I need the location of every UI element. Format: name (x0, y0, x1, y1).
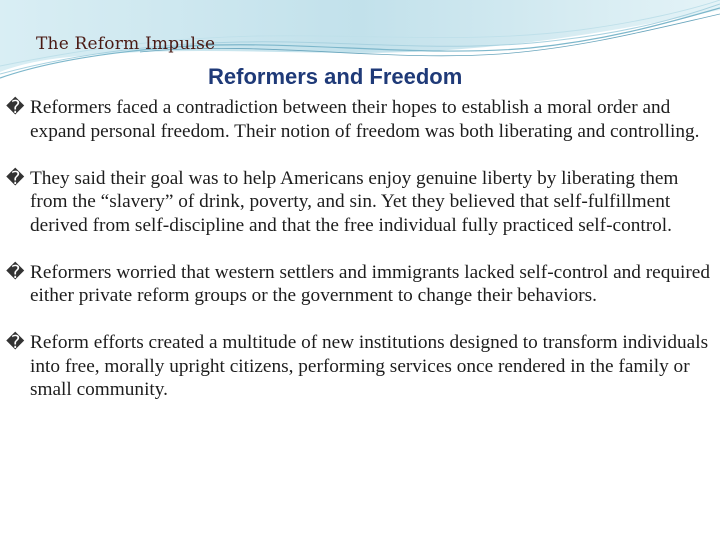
bullet-text: Reform efforts created a multitude of new institutions designed to transform individuals into free, morally upright citizens, performing services once rendered in the family or small community. (30, 332, 709, 400)
bullet-marker-icon: � (6, 97, 25, 118)
bullet-text: Reformers worried that western settlers and immigrants lacked self-control and required either private reform groups or the government to change their behaviors. (30, 261, 710, 306)
bullet-text: Reformers faced a contradiction between their hopes to establish a moral order and expand personal freedom. Their notion of freedom was both liberating and controlling. (30, 97, 700, 142)
bullet-list (6, 96, 712, 402)
bullet-text: They said their goal was to help Americans enjoy genuine liberty by liberating them from the “slavery” of drink, poverty, and sin. Yet they believed that self-fulfillment derived from self-discipline and that the free individual fully practiced self-control. (30, 167, 679, 236)
bullet-item (6, 167, 712, 238)
bullet-marker-icon: � (6, 167, 25, 189)
slide-title: Reformers and Freedom (208, 64, 463, 89)
bullet-marker-icon: � (6, 261, 25, 283)
bullet-item (6, 96, 712, 143)
bullet-item (6, 261, 712, 308)
bullet-marker-icon: � (6, 332, 25, 353)
section-title: The Reform Impulse (36, 34, 216, 54)
bullet-item (6, 331, 712, 402)
